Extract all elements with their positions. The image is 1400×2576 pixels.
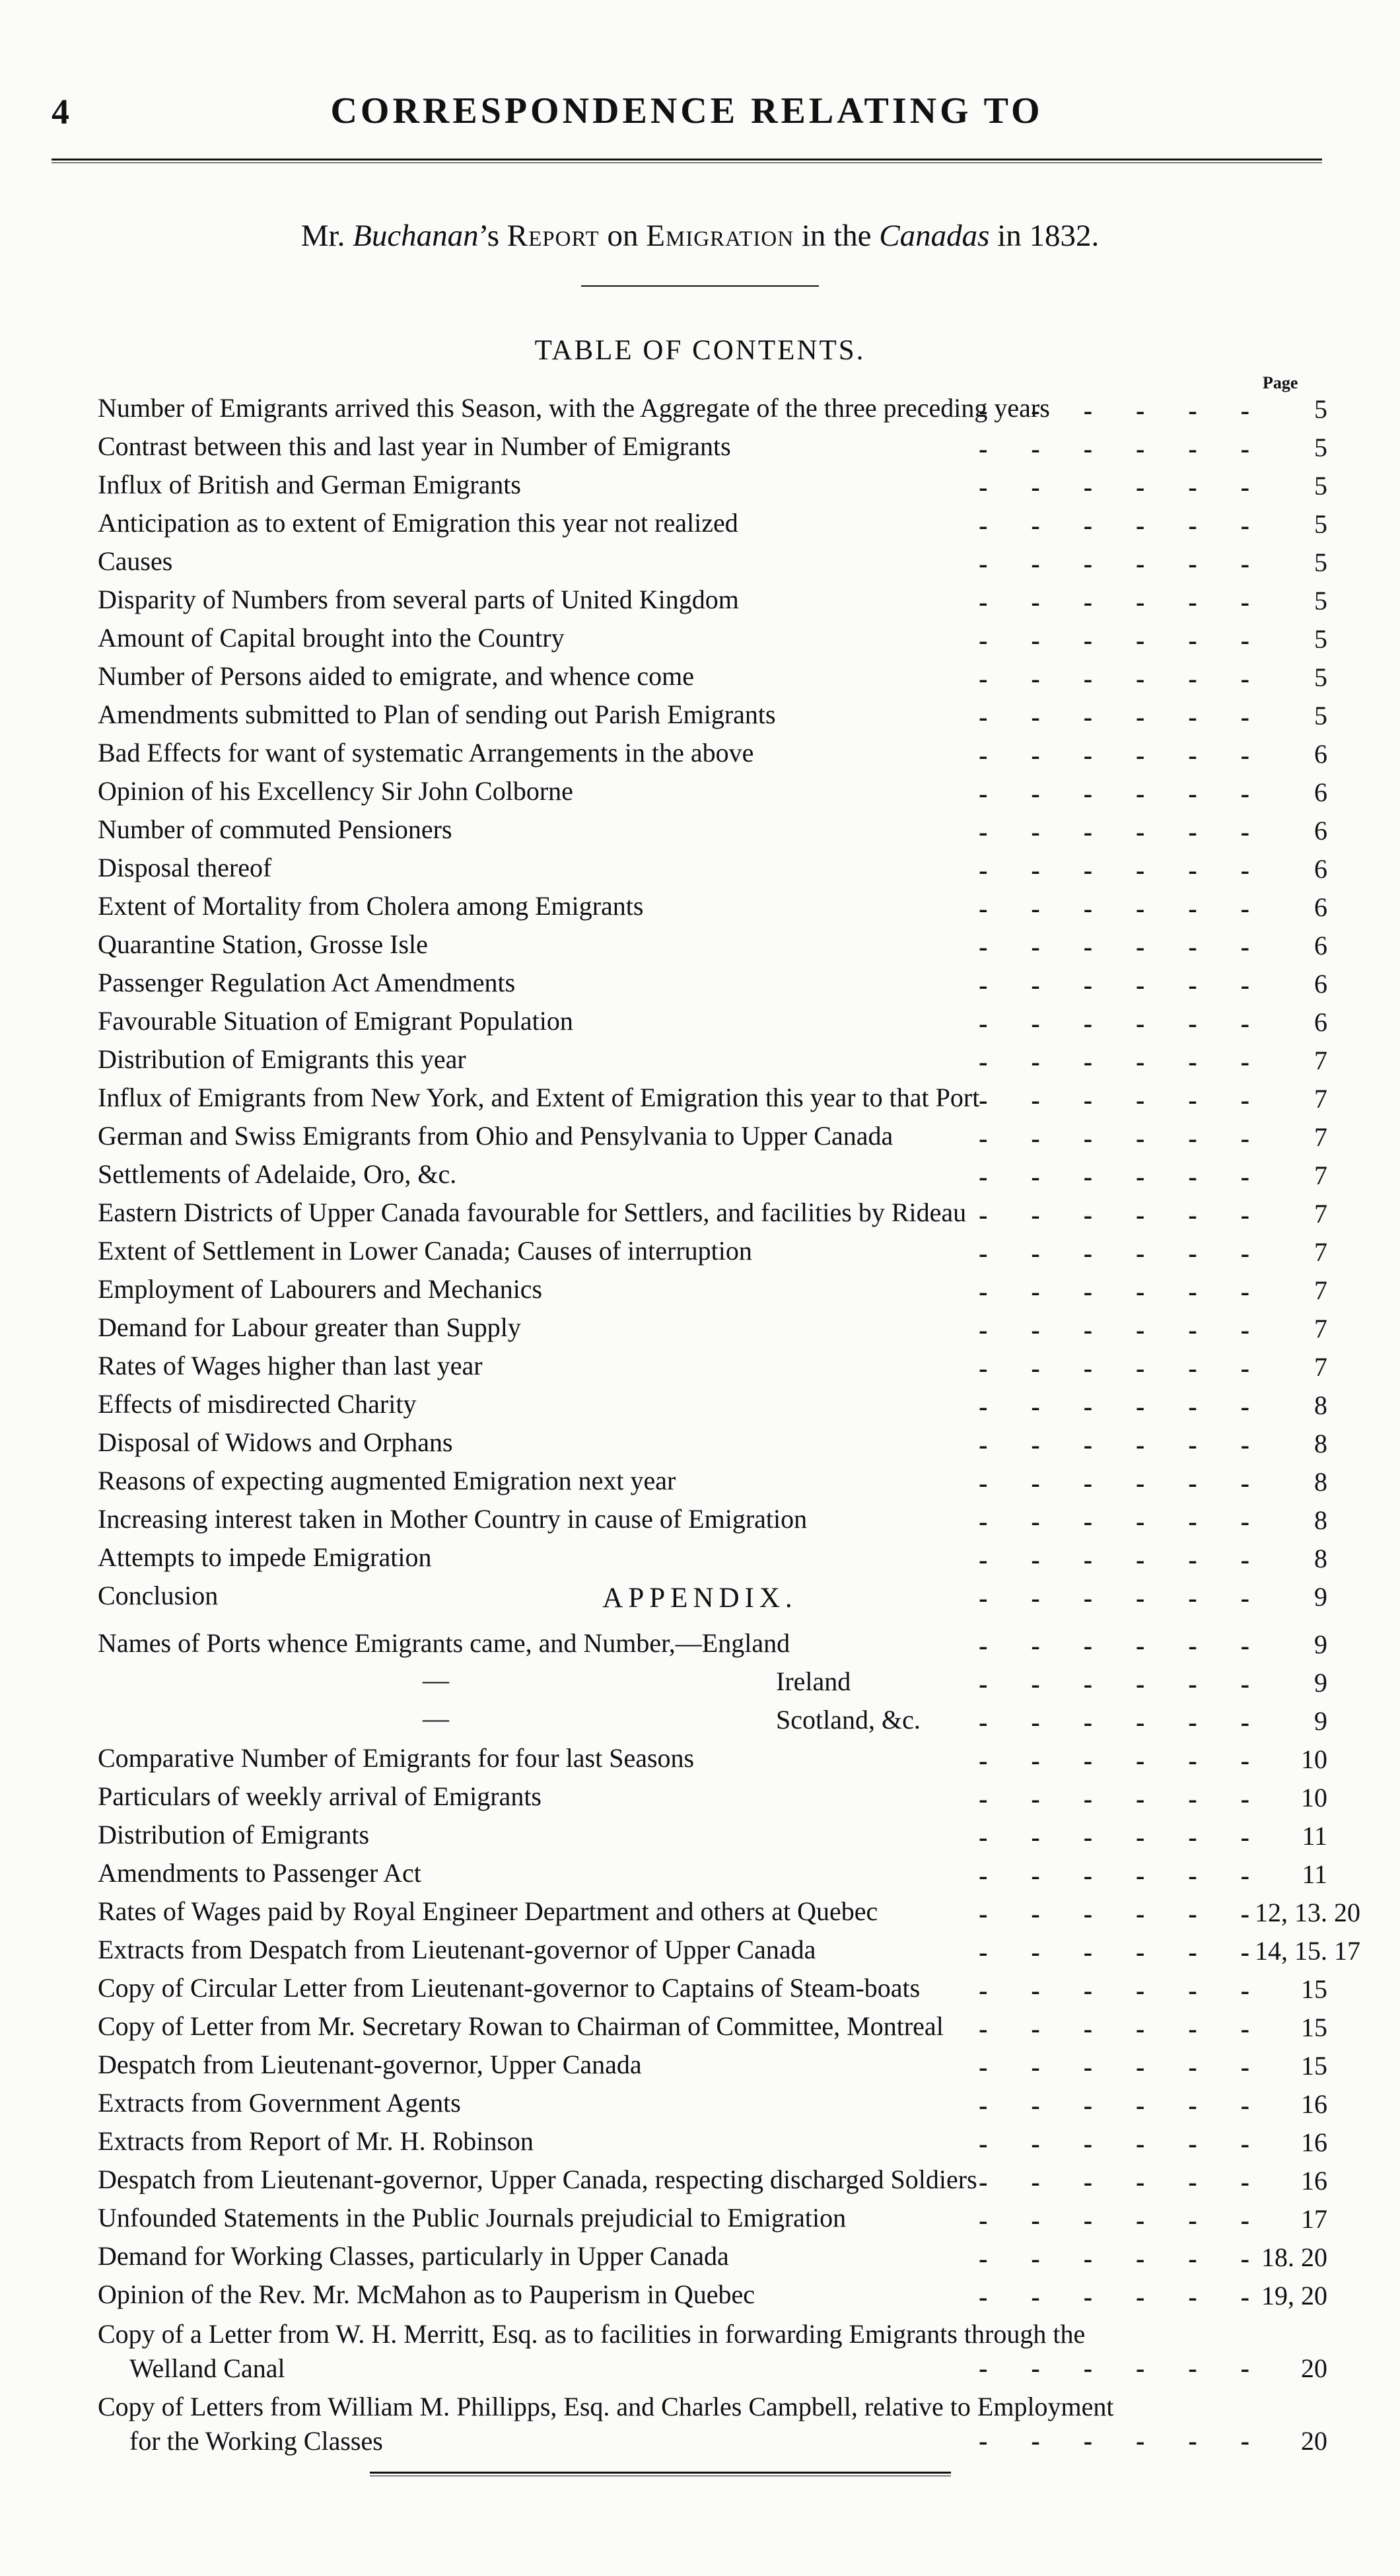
dot-leaders: - - - - - - xyxy=(979,2282,1268,2312)
toc-entry[interactable] xyxy=(0,1539,1400,1577)
entry-title: Conclusion xyxy=(98,1581,219,1610)
entry-title: Names of Ports whence Emigrants came, and Number,—England xyxy=(98,1628,790,1658)
entry-title: Unfounded Statements in the Public Journals prejudicial to Emigration xyxy=(98,2203,847,2233)
entry-title: Number of commuted Pensioners xyxy=(98,814,452,844)
dot-leaders: - - - - - - xyxy=(979,1976,1268,2005)
dot-leaders: - - - - - - xyxy=(979,932,1268,962)
entry-title: Copy of Circular Letter from Lieutenant-governor to Captains of Steam-boats xyxy=(98,1973,921,2003)
toc-list xyxy=(0,390,1400,1616)
appendix-entry[interactable] xyxy=(0,2123,1400,2161)
entry-page: 5 xyxy=(1314,701,1327,731)
toc-entry[interactable] xyxy=(0,466,1400,505)
entry-title: Opinion of his Excellency Sir John Colborne xyxy=(98,776,573,806)
dot-leaders: - - - - - - xyxy=(979,2014,1268,2044)
toc-entry-merritt-letter[interactable] xyxy=(0,2314,1400,2387)
toc-entry-ports-ireland[interactable] xyxy=(0,1663,1400,1701)
entry-title: Favourable Situation of Emigrant Population xyxy=(98,1006,573,1036)
entry-page: 14, 15. 17 xyxy=(1255,1936,1360,1966)
appendix-heading: APPENDIX. xyxy=(602,1583,798,1614)
entry-title: Amount of Capital brought into the Country xyxy=(98,623,565,653)
appendix-entry[interactable] xyxy=(0,2161,1400,2200)
toc-entry[interactable] xyxy=(0,581,1400,620)
dot-leaders: - - - - - - xyxy=(979,587,1268,617)
toc-entry[interactable] xyxy=(0,1194,1400,1233)
dot-leaders: - - - - - - xyxy=(979,1583,1268,1613)
entry-page: 7 xyxy=(1314,1199,1327,1229)
entry-title: Attempts to impede Emigration xyxy=(98,1542,432,1572)
running-title: CORRESPONDENCE RELATING TO xyxy=(330,90,1043,131)
dot-leaders: - - - - - - xyxy=(979,472,1268,502)
entry-page: 8 xyxy=(1314,1429,1327,1458)
dot-leaders: - - - - - - xyxy=(979,1669,1268,1699)
dot-leaders: - - - - - - xyxy=(979,1085,1268,1115)
entry-title: Anticipation as to extent of Emigration this year not realized xyxy=(98,508,738,538)
dot-leaders: - - - - - - xyxy=(979,664,1268,694)
dot-leaders: - - - - - - xyxy=(979,1507,1268,1536)
toc-entry[interactable] xyxy=(0,964,1400,1003)
dot-leaders: - - - - - - xyxy=(979,1430,1268,1460)
dot-leaders: - - - - - - xyxy=(979,970,1268,1000)
entry-page: 16 xyxy=(1301,2166,1327,2196)
entry-page: 19, 20 xyxy=(1261,2281,1327,2310)
header-rule xyxy=(52,159,1322,163)
entry-page: 7 xyxy=(1314,1352,1327,1382)
title-prefix: Mr. xyxy=(300,219,345,253)
title-report-word: Report xyxy=(507,219,600,253)
toc-entry[interactable] xyxy=(0,849,1400,888)
entry-page: 9 xyxy=(1314,1629,1327,1659)
toc-entry[interactable] xyxy=(0,428,1400,466)
toc-entry[interactable] xyxy=(0,696,1400,734)
entry-title-line-1: Copy of a Letter from W. H. Merritt, Esq. as to facilities in forwarding Emigrants through the xyxy=(98,2319,1086,2349)
appendix-entry[interactable] xyxy=(0,1740,1400,1778)
entry-page: 7 xyxy=(1314,1046,1327,1075)
toc-entry[interactable] xyxy=(0,1462,1400,1501)
entry-page: 5 xyxy=(1314,586,1327,616)
ditto-dash: — xyxy=(423,1665,449,1695)
entry-title: Extent of Mortality from Cholera among Emigrants xyxy=(98,891,644,921)
dot-leaders: - - - - - - xyxy=(979,817,1268,847)
appendix-entry[interactable] xyxy=(0,2085,1400,2123)
toc-entry[interactable] xyxy=(0,1118,1400,1156)
dot-leaders: - - - - - - xyxy=(979,1392,1268,1421)
dot-leaders: - - - - - - xyxy=(979,702,1268,732)
toc-entry[interactable] xyxy=(0,658,1400,696)
entry-page: 10 xyxy=(1301,1783,1327,1812)
entry-page: 18. 20 xyxy=(1261,2242,1327,2272)
entry-page: 9 xyxy=(1314,1582,1327,1612)
entry-page: 7 xyxy=(1314,1237,1327,1267)
toc-entry-ports-scotland[interactable] xyxy=(0,1701,1400,1740)
title-in-the: in the xyxy=(801,219,872,253)
toc-entry[interactable] xyxy=(0,1003,1400,1041)
entry-title: Contrast between this and last year in Number of Emigrants xyxy=(98,431,731,461)
dot-leaders: - - - - - - xyxy=(979,511,1268,540)
entry-page: 16 xyxy=(1301,2089,1327,2119)
toc-entry[interactable] xyxy=(0,543,1400,581)
appendix-entry[interactable] xyxy=(0,1855,1400,1893)
toc-entry[interactable] xyxy=(0,1347,1400,1386)
entry-page: 15 xyxy=(1301,2013,1327,2042)
dot-leaders: - - - - - - xyxy=(979,2426,1268,2456)
entry-title: Particulars of weekly arrival of Emigrants xyxy=(98,1781,542,1811)
dot-leaders: - - - - - - xyxy=(979,1937,1268,1967)
entry-title: Distribution of Emigrants xyxy=(98,1820,370,1849)
dot-leaders: - - - - - - xyxy=(979,740,1268,770)
dot-leaders: - - - - - - xyxy=(979,1238,1268,1268)
title-rule xyxy=(581,285,819,287)
toc-entry[interactable] xyxy=(0,734,1400,773)
entry-page: 15 xyxy=(1301,1974,1327,2004)
toc-entry[interactable] xyxy=(0,620,1400,658)
entry-title: Extent of Settlement in Lower Canada; Causes of interruption xyxy=(98,1236,752,1266)
dot-leaders: - - - - - - xyxy=(979,1784,1268,1814)
dot-leaders: - - - - - - xyxy=(979,1861,1268,1890)
entry-title: Amendments submitted to Plan of sending out Parish Emigrants xyxy=(98,699,776,729)
entry-title: Disparity of Numbers from several parts of United Kingdom xyxy=(98,585,739,614)
appendix-entry[interactable] xyxy=(0,2200,1400,2238)
entry-page: 11 xyxy=(1302,1821,1327,1851)
dot-leaders: - - - - - - xyxy=(979,626,1268,655)
entry-page: 10 xyxy=(1301,1744,1327,1774)
entry-title: Rates of Wages higher than last year xyxy=(98,1351,483,1380)
title-possessive: ’s xyxy=(478,219,500,253)
dot-leaders: - - - - - - xyxy=(979,396,1268,425)
entry-title: Number of Persons aided to emigrate, and whence come xyxy=(98,661,695,691)
dot-leaders: - - - - - - xyxy=(979,1746,1268,1775)
entry-title-line-2: Welland Canal xyxy=(129,2353,285,2383)
entry-page: 6 xyxy=(1314,816,1327,845)
entry-page: 6 xyxy=(1314,892,1327,922)
entry-title: Copy of Letter from Mr. Secretary Rowan to Chairman of Committee, Montreal xyxy=(98,2011,944,2041)
entry-title: Extracts from Report of Mr. H. Robinson xyxy=(98,2126,534,2156)
entry-title: Comparative Number of Emigrants for four last Seasons xyxy=(98,1743,695,1773)
appendix-entry[interactable] xyxy=(0,2008,1400,2046)
entry-title: Eastern Districts of Upper Canada favourable for Settlers, and facilities by Rideau xyxy=(98,1198,967,1227)
entry-title: Scotland, &c. xyxy=(776,1705,921,1735)
toc-entry[interactable] xyxy=(0,390,1400,428)
entry-title: Distribution of Emigrants this year xyxy=(98,1044,466,1074)
dot-leaders: - - - - - - xyxy=(979,1631,1268,1661)
toc-entry[interactable] xyxy=(0,888,1400,926)
entry-title: Demand for Labour greater than Supply xyxy=(98,1312,521,1342)
entry-page: 20 xyxy=(1301,2353,1327,2383)
dot-leaders: - - - - - - xyxy=(979,1899,1268,1929)
dot-leaders: - - - - - - xyxy=(979,2129,1268,2159)
entry-page: 5 xyxy=(1314,548,1327,577)
entry-page: 8 xyxy=(1314,1544,1327,1573)
toc-entry[interactable] xyxy=(0,926,1400,964)
entry-page: 6 xyxy=(1314,969,1327,999)
footer-rule xyxy=(370,2472,951,2476)
dot-leaders: - - - - - - xyxy=(979,2091,1268,2120)
dot-leaders: - - - - - - xyxy=(979,2167,1268,2197)
toc-entry[interactable] xyxy=(0,773,1400,811)
page-column-label: Page xyxy=(1263,373,1298,392)
appendix-entry[interactable] xyxy=(0,2046,1400,2085)
appendix-entry[interactable] xyxy=(0,1816,1400,1855)
toc-entry[interactable] xyxy=(0,1041,1400,1079)
appendix-entry[interactable] xyxy=(0,1931,1400,1970)
entry-title: Ireland xyxy=(776,1666,851,1696)
entry-title: Demand for Working Classes, particularly in Upper Canada xyxy=(98,2241,729,2271)
entry-page: 7 xyxy=(1314,1161,1327,1190)
entry-page: 5 xyxy=(1314,433,1327,462)
dot-leaders: - - - - - - xyxy=(979,1707,1268,1737)
appendix-entry[interactable] xyxy=(0,1970,1400,2008)
entry-page: 8 xyxy=(1314,1505,1327,1535)
entry-page: 17 xyxy=(1301,2204,1327,2234)
entry-page: 6 xyxy=(1314,1007,1327,1037)
toc-entry-ports-england[interactable] xyxy=(0,1625,1400,1663)
dot-leaders: - - - - - - xyxy=(979,2244,1268,2273)
entry-page: 5 xyxy=(1314,662,1327,692)
entry-title: Influx of British and German Emigrants xyxy=(98,470,521,499)
entry-title: Influx of Emigrants from New York, and Extent of Emigration this year to that Port xyxy=(98,1083,980,1112)
dot-leaders: - - - - - - xyxy=(979,549,1268,579)
toc-entry[interactable] xyxy=(0,1501,1400,1539)
entry-title: German and Swiss Emigrants from Ohio and Pensylvania to Upper Canada xyxy=(98,1121,893,1151)
entry-title: Amendments to Passenger Act xyxy=(98,1858,421,1888)
dot-leaders: - - - - - - xyxy=(979,1047,1268,1077)
entry-page: 20 xyxy=(1301,2426,1327,2456)
entry-title: Employment of Labourers and Mechanics xyxy=(98,1274,543,1304)
entry-page: 6 xyxy=(1314,777,1327,807)
dot-leaders: - - - - - - xyxy=(979,2052,1268,2082)
entry-page: 7 xyxy=(1314,1314,1327,1343)
title-year: in 1832. xyxy=(997,219,1100,253)
entry-title: Increasing interest taken in Mother Country in cause of Emigration xyxy=(98,1504,808,1534)
entry-title: Rates of Wages paid by Royal Engineer Department and others at Quebec xyxy=(98,1896,878,1926)
dot-leaders: - - - - - - xyxy=(979,1009,1268,1038)
title-name: Buchanan xyxy=(353,219,479,253)
dot-leaders: - - - - - - xyxy=(979,2353,1268,2383)
entry-page: 5 xyxy=(1314,394,1327,424)
dot-leaders: - - - - - - xyxy=(979,855,1268,885)
toc-entry[interactable] xyxy=(0,1271,1400,1309)
entry-page: 5 xyxy=(1314,624,1327,654)
entry-page: 8 xyxy=(1314,1390,1327,1420)
entry-page: 6 xyxy=(1314,931,1327,960)
dot-leaders: - - - - - - xyxy=(979,1124,1268,1153)
ditto-dash: — xyxy=(423,1703,449,1733)
dot-leaders: - - - - - - xyxy=(979,1353,1268,1383)
entry-page: 7 xyxy=(1314,1275,1327,1305)
toc-entry[interactable] xyxy=(0,1386,1400,1424)
entry-title: Despatch from Lieutenant-governor, Upper Canada, respecting discharged Soldiers xyxy=(98,2165,977,2194)
dot-leaders: - - - - - - xyxy=(979,1277,1268,1306)
entry-page: 12, 13. 20 xyxy=(1255,1898,1360,1927)
report-title xyxy=(0,218,1400,254)
entry-title: Number of Emigrants arrived this Season, with the Aggregate of the three preceding years xyxy=(98,393,1050,423)
appendix-entry[interactable] xyxy=(0,1893,1400,1931)
entry-title: Causes xyxy=(98,546,173,576)
dot-leaders: - - - - - - xyxy=(979,2205,1268,2235)
dot-leaders: - - - - - - xyxy=(979,894,1268,923)
toc-entry[interactable] xyxy=(0,1079,1400,1118)
dot-leaders: - - - - - - xyxy=(979,1468,1268,1498)
entry-page: 11 xyxy=(1302,1859,1327,1889)
entry-page: 6 xyxy=(1314,854,1327,884)
entry-title: Settlements of Adelaide, Oro, &c. xyxy=(98,1159,457,1189)
entry-page: 5 xyxy=(1314,471,1327,501)
dot-leaders: - - - - - - xyxy=(979,1315,1268,1345)
title-on-word: on xyxy=(607,219,639,253)
toc-entry[interactable] xyxy=(0,1424,1400,1462)
entry-page: 7 xyxy=(1314,1084,1327,1114)
title-emigration-word: Emigration xyxy=(646,219,794,253)
entry-page: 16 xyxy=(1301,2128,1327,2157)
appendix-entry[interactable] xyxy=(0,2276,1400,2314)
toc-entry[interactable] xyxy=(0,505,1400,543)
entry-title: Passenger Regulation Act Amendments xyxy=(98,968,516,997)
entry-title: Disposal of Widows and Orphans xyxy=(98,1427,453,1457)
toc-entry[interactable] xyxy=(0,811,1400,849)
appendix-entry[interactable] xyxy=(0,1778,1400,1816)
entry-title: Effects of misdirected Charity xyxy=(98,1389,417,1419)
entry-title: Opinion of the Rev. Mr. McMahon as to Pauperism in Quebec xyxy=(98,2279,755,2309)
appendix-list xyxy=(0,1625,1400,2460)
entry-title-line-1: Copy of Letters from William M. Phillipps, Esq. and Charles Campbell, relative to Employment xyxy=(98,2392,1114,2421)
entry-page: 6 xyxy=(1314,739,1327,769)
entry-title: Reasons of expecting augmented Emigration next year xyxy=(98,1466,676,1495)
entry-title: Despatch from Lieutenant-governor, Upper Canada xyxy=(98,2050,642,2079)
entry-page: 15 xyxy=(1301,2051,1327,2081)
dot-leaders: - - - - - - xyxy=(979,1162,1268,1192)
page-number: 4 xyxy=(52,92,69,131)
entry-page: 5 xyxy=(1314,509,1327,539)
entry-page: 8 xyxy=(1314,1467,1327,1497)
appendix-entry[interactable] xyxy=(0,2238,1400,2276)
entry-title: Bad Effects for want of systematic Arrangements in the above xyxy=(98,738,754,768)
entry-title: Quarantine Station, Grosse Isle xyxy=(98,929,428,959)
entry-title: Disposal thereof xyxy=(98,853,272,882)
entry-page: 9 xyxy=(1314,1706,1327,1736)
toc-entry[interactable] xyxy=(0,1156,1400,1194)
running-head xyxy=(52,91,1322,137)
dot-leaders: - - - - - - xyxy=(979,1200,1268,1230)
entry-title: Extracts from Despatch from Lieutenant-governor of Upper Canada xyxy=(98,1935,816,1964)
appendix-entries xyxy=(0,1740,1400,2314)
dot-leaders: - - - - - - xyxy=(979,1822,1268,1852)
title-place: Canadas xyxy=(879,219,990,253)
dot-leaders: - - - - - - xyxy=(979,1545,1268,1575)
dot-leaders: - - - - - - xyxy=(979,779,1268,808)
dot-leaders: - - - - - - xyxy=(979,434,1268,464)
toc-entry[interactable] xyxy=(0,1233,1400,1271)
entry-title: Extracts from Government Agents xyxy=(98,2088,461,2118)
toc-entry[interactable] xyxy=(0,1309,1400,1347)
entry-title-line-2: for the Working Classes xyxy=(129,2426,383,2456)
toc-heading: TABLE OF CONTENTS. xyxy=(534,335,866,366)
entry-page: 7 xyxy=(1314,1122,1327,1152)
entry-page: 9 xyxy=(1314,1668,1327,1698)
toc-entry-phillipps-letters[interactable] xyxy=(0,2387,1400,2460)
